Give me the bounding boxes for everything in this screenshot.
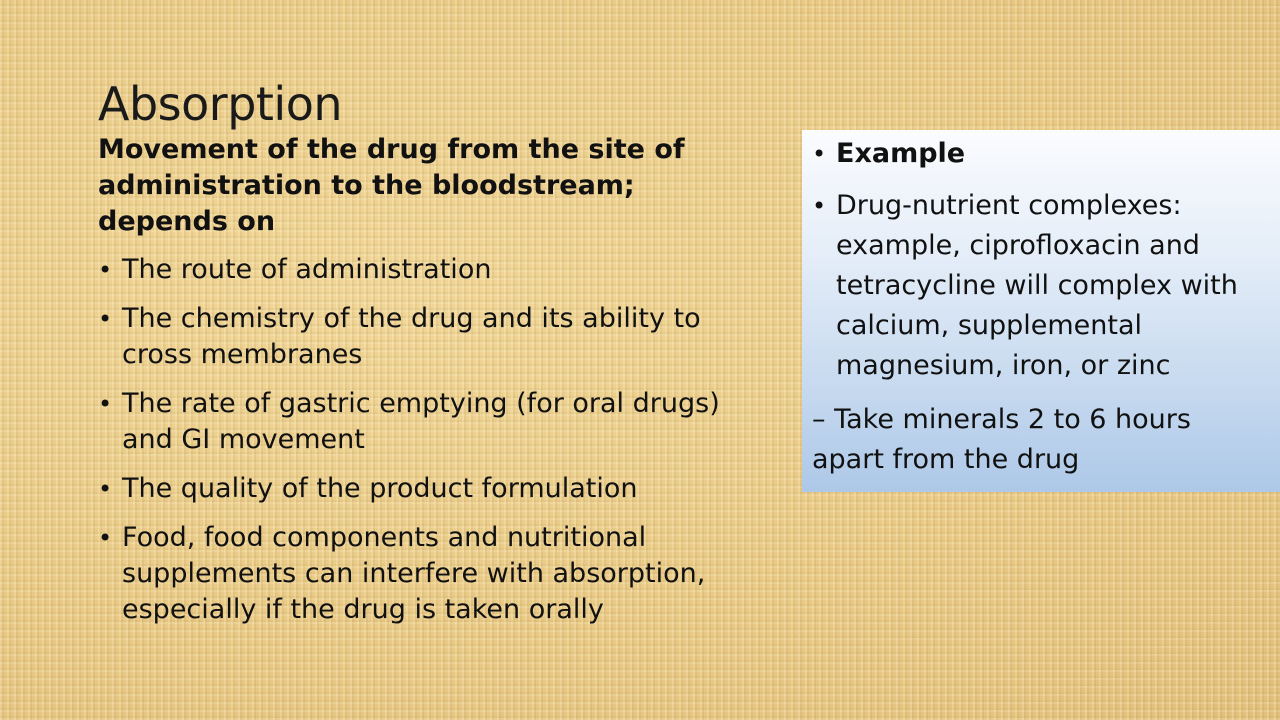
list-item bbox=[98, 252, 738, 288]
list-item-text: The rate of gastric emptying (for oral drugs) and GI movement bbox=[122, 388, 720, 455]
list-item-text: The chemistry of the drug and its ability to cross membranes bbox=[122, 303, 701, 370]
bullet-icon: • bbox=[98, 305, 113, 333]
slide-title: Absorption bbox=[98, 77, 343, 131]
bullet-list bbox=[98, 252, 738, 641]
list-item bbox=[98, 520, 738, 628]
list-item bbox=[98, 301, 738, 373]
example-note: – Take minerals 2 to 6 hours apart from the drug bbox=[812, 404, 1191, 475]
bullet-icon: • bbox=[98, 524, 113, 552]
list-item-text: Food, food components and nutritional supplements can interfere with absorption, especially if the drug is taken orally bbox=[122, 522, 706, 625]
list-item bbox=[98, 471, 738, 507]
list-item bbox=[98, 386, 738, 458]
example-box bbox=[802, 130, 1280, 492]
slide-subtitle: Movement of the drug from the site of administration to the bloodstream; depends on bbox=[98, 134, 685, 237]
bullet-icon: • bbox=[98, 256, 113, 284]
example-heading bbox=[812, 134, 1280, 174]
list-item-text: The quality of the product formulation bbox=[122, 473, 638, 504]
bullet-icon: • bbox=[98, 390, 113, 418]
bullet-icon: • bbox=[812, 192, 827, 220]
bullet-icon: • bbox=[98, 475, 113, 503]
list-item-text: The route of administration bbox=[122, 254, 492, 285]
example-item-text: Drug-nutrient complexes: example, ciprofloxacin and tetracycline will complex with calcium, supplemental magnesium, iron, or zinc bbox=[836, 190, 1238, 381]
example-heading-text: Example bbox=[836, 138, 966, 169]
example-item bbox=[812, 186, 1280, 386]
bullet-icon: • bbox=[812, 140, 827, 168]
